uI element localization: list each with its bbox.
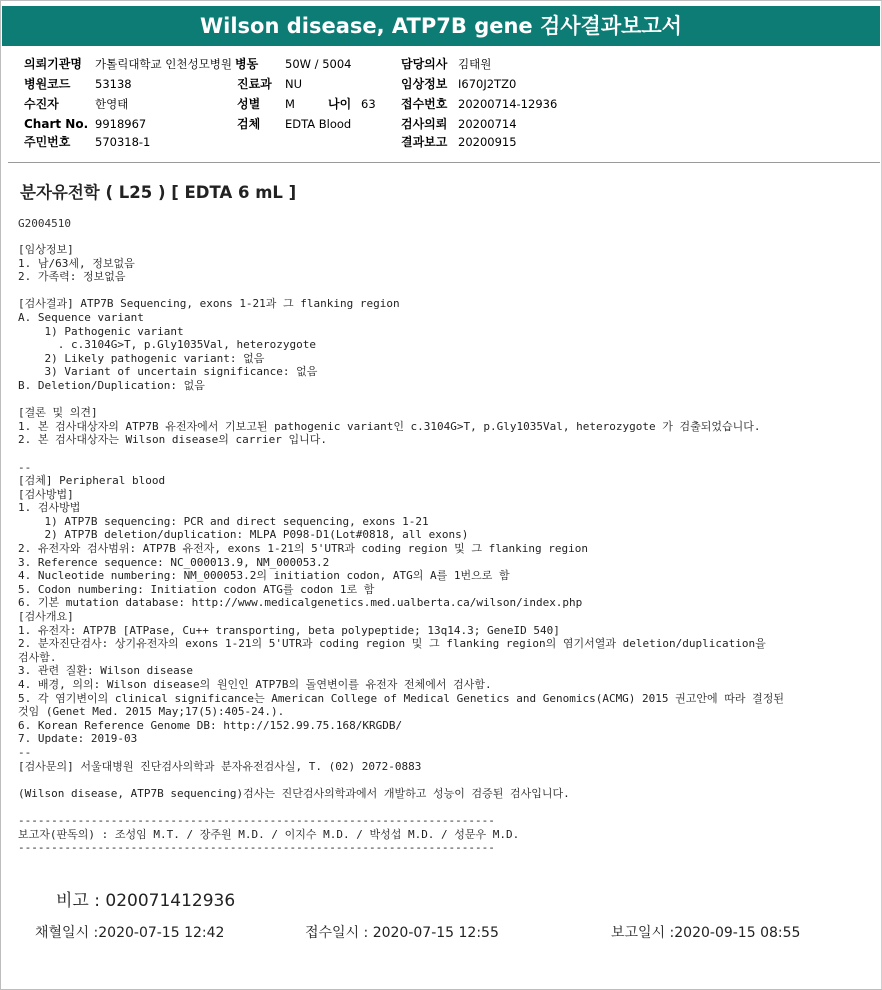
report-line: B. Deletion/Duplication: 없음 — [18, 378, 205, 392]
report-line: 6. Korean Reference Genome DB: http://152.99.75.168/KRGDB/ — [18, 718, 403, 732]
clinical-info-label: 임상정보 — [401, 77, 448, 91]
report-line: [검사개요] — [18, 610, 74, 624]
resident-no-value: 570318-1 — [95, 135, 151, 149]
recipient-value: 한영태 — [95, 97, 129, 111]
report-line: 2. 분자진단검사: 상기유전자의 exons 1-21의 5'UTR과 coding region 및 그 flanking region의 염기서열과 deletion/duplication을 — [18, 637, 766, 651]
specimen-label: 검체 — [237, 117, 261, 131]
sex-label: 성별 — [237, 97, 261, 111]
report-line: 4. 배경, 의의: Wilson disease의 원인인 ATP7B의 돌연변이를 유전자 전체에서 검사함. — [18, 678, 492, 691]
report-line: [검사방법] — [18, 487, 74, 501]
doctor-label: 담당의사 — [401, 57, 448, 71]
report-line: 3. 관련 질환: Wilson disease — [18, 664, 193, 678]
report-line: . c.3104G>T, p.Gly1035Val, heterozygote — [18, 338, 317, 352]
request-date-label: 검사의뢰 — [401, 117, 448, 131]
institution-label: 의뢰기관명 — [24, 57, 82, 71]
report-line: 1) ATP7B sequencing: PCR and direct sequencing, exons 1-21 — [18, 514, 429, 528]
header-divider — [8, 162, 880, 163]
age-label: 나이 — [328, 97, 352, 111]
receipt-no-value: 20200714-12936 — [458, 97, 558, 111]
report-line: [검체] Peripheral blood — [18, 474, 166, 488]
report-line: 1. 본 검사대상자의 ATP7B 유전자에서 기보고된 pathogenic variant인 c.3104G>T, p.Gly1035Val, heterozygote 가 검출되었습니다. — [18, 419, 761, 433]
report-line: -- — [18, 745, 32, 759]
sex-value: M — [285, 97, 295, 111]
report-line: 1) Pathogenic variant — [18, 324, 184, 338]
report-title: Wilson disease, ATP7B gene 검사결과보고서 — [2, 6, 880, 46]
hospital-code-label: 병원코드 — [24, 77, 71, 91]
report-line: 것임 (Genet Med. 2015 May;17(5):405-24.). — [18, 705, 285, 719]
collected-datetime: 채혈일시 :2020-07-15 12:42 — [35, 925, 225, 941]
chart-no-value: 9918967 — [95, 117, 147, 131]
report-line: 2. 가족력: 정보없음 — [18, 270, 126, 284]
clinical-info-value: I670J2TZ0 — [458, 77, 517, 91]
chart-no-label: Chart No. — [24, 117, 89, 131]
report-line: [검사결과] ATP7B Sequencing, exons 1-21과 그 flanking region — [18, 297, 400, 311]
specimen-value: EDTA Blood — [285, 117, 352, 131]
report-line: A. Sequence variant — [18, 310, 144, 324]
department-value: NU — [285, 77, 303, 91]
report-line: 6. 기본 mutation database: http://www.medicalgenetics.med.ualberta.ca/wilson/index.php — [18, 596, 583, 610]
report-date-value: 20200915 — [458, 135, 517, 149]
report-body — [18, 243, 784, 855]
report-date-label: 결과보고 — [401, 135, 448, 149]
report-line: 보고자(판독의) : 조성임 M.T. / 장주원 M.D. / 이지수 M.D. / 박성섭 M.D. / 성문우 M.D. — [18, 827, 520, 841]
section-title: 분자유전학 ( L25 ) [ EDTA 6 mL ] — [20, 183, 297, 202]
specimen-id: G2004510 — [18, 217, 71, 230]
report-line: 2) Likely pathogenic variant: 없음 — [18, 351, 265, 365]
received-datetime: 접수일시 : 2020-07-15 12:55 — [305, 925, 499, 941]
report-line: 1. 유전자: ATP7B [ATPase, Cu++ transporting, beta polypeptide; 13q14.3; GeneID 540] — [18, 623, 560, 637]
resident-no-label: 주민번호 — [24, 135, 71, 149]
report-line: [임상정보] — [18, 243, 74, 256]
report-line: 2. 본 검사대상자는 Wilson disease의 carrier 입니다. — [18, 433, 327, 447]
report-line: (Wilson disease, ATP7B sequencing)검사는 진단검사의학과에서 개발하고 성능이 검증된 검사입니다. — [18, 786, 570, 800]
report-line: ------------------------------------------------------------------------ — [18, 813, 495, 827]
report-line: 2) ATP7B deletion/duplication: MLPA P098-D1(Lot#0818, all exons) — [18, 528, 469, 542]
report-line: [결론 및 의견] — [18, 406, 98, 420]
doctor-value: 김태원 — [458, 57, 492, 71]
report-line: 검사함. — [18, 650, 57, 664]
remark: 비고 : 020071412936 — [56, 891, 236, 911]
request-date-value: 20200714 — [458, 117, 517, 131]
ward-label: 병동 — [235, 57, 259, 71]
report-line: 1. 남/63세, 정보없음 — [18, 256, 135, 270]
institution-value: 가톨릭대학교 인천성모병원 — [95, 57, 232, 71]
age-value: 63 — [361, 97, 376, 111]
report-line: 4. Nucleotide numbering: NM_000053.2의 initiation codon, ATG의 A를 1번으로 함 — [18, 569, 510, 583]
report-line: 2. 유전자와 검사범위: ATP7B 유전자, exons 1-21의 5'UTR과 coding region 및 그 flanking region — [18, 542, 588, 556]
hospital-code-value: 53138 — [95, 77, 132, 91]
report-line: 5. Codon numbering: Initiation codon ATG를 codon 1로 함 — [18, 582, 375, 596]
report-line: ------------------------------------------------------------------------ — [18, 841, 495, 855]
report-line: -- — [18, 460, 32, 474]
report-line: [검사문의] 서울대병원 진단검사의학과 분자유전검사실, T. (02) 2072-0883 — [18, 759, 422, 773]
report-line: 5. 각 염기변이의 clinical significance는 American College of Medical Genetics and Genomics(ACMG) 2015 권고안에 따라 결정된 — [18, 691, 785, 705]
ward-value: 50W / 5004 — [285, 57, 352, 71]
receipt-no-label: 접수번호 — [401, 97, 448, 111]
department-label: 진료과 — [237, 77, 272, 91]
reported-datetime: 보고일시 :2020-09-15 08:55 — [611, 925, 801, 941]
recipient-label: 수진자 — [24, 97, 59, 111]
report-line: 7. Update: 2019-03 — [18, 732, 138, 746]
report-line: 3) Variant of uncertain significance: 없음 — [18, 365, 318, 379]
report-header — [0, 51, 882, 159]
report-line: 1. 검사방법 — [18, 501, 81, 515]
report-line: 3. Reference sequence: NC_000013.9, NM_000053.2 — [18, 555, 330, 569]
